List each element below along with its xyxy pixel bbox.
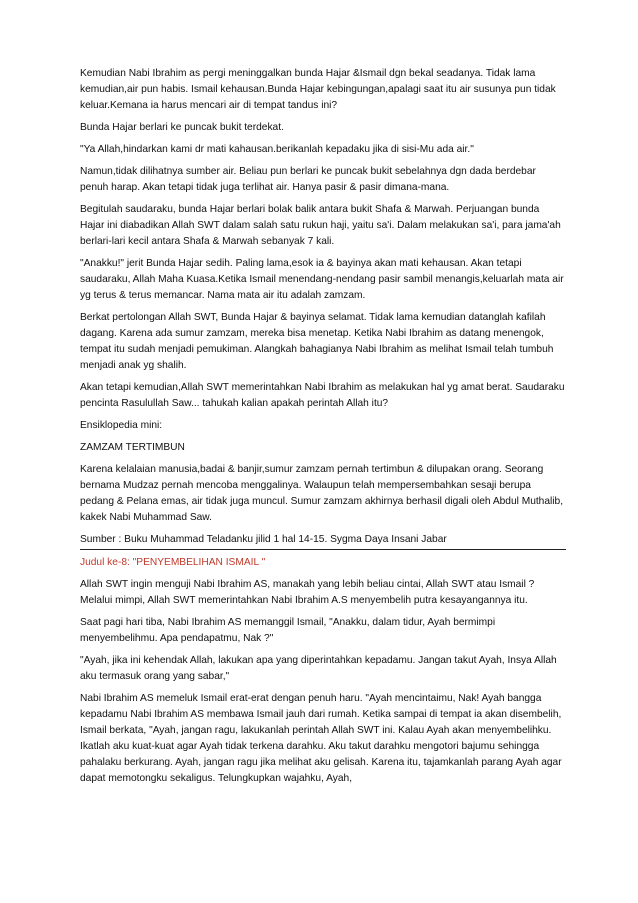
paragraph-encyclopedia-label: Ensiklopedia mini:: [80, 420, 163, 431]
document-page: [80, 66, 566, 793]
paragraph-prayer: "Ya Allah,hindarkan kami dr mati kahausan.berikanlah kepadaku jika di sisi-Mu ada air.": [80, 144, 474, 155]
paragraph-ismail-reply: "Ayah, jika ini kehendak Allah, lakukan apa yang diperintahkan kepadamu. Jangan takut Ayah, Insya Allah aku termasuk orang yang sabar,": [80, 655, 557, 682]
paragraph-zamzam-history: Karena kelalaian manusia,badai & banjir,sumur zamzam pernah tertimbun & dilupakan orang. Seorang bernama Mudzaz pernah mencoba menggalinya. Walaupun telah mempersembahkan sesaji berupa pedang & Pelana emas, air tidak juga muncul. Sumur zamzam akhirnya berhasil digali oleh Abdul Muthalib, kakek Nabi Muhammad Saw.: [80, 464, 564, 523]
paragraph-caravan: Berkat pertolongan Allah SWT, Bunda Hajar & bayinya selamat. Tidak lama kemudian datanglah kafilah dagang. Karena ada sumur zamzam, mereka bisa menetap. Ketika Nabi Ibrahim as datang menengok, tempat itu sudah menjadi pemukiman. Alangkah bahagianya Nabi Ibrahim as melihat Ismail telah tumbuh menjadi anak yg shalih.: [80, 312, 554, 371]
paragraph-dream: Saat pagi hari tiba, Nabi Ibrahim AS memanggil Ismail, "Anakku, dalam tidur, Ayah bermimpi menyembelihmu. Apa pendapatmu, Nak ?": [80, 617, 496, 644]
paragraph-test: Allah SWT ingin menguji Nabi Ibrahim AS, manakah yang lebih beliau cintai, Allah SWT atau Ismail ? Melalui mimpi, Allah SWT memerintahkan Nabi Ibrahim A.S menyembelih putra kesayangannya itu.: [80, 579, 535, 606]
paragraph-zamzam-spring: "Anakku!" jerit Bunda Hajar sedih. Paling lama,esok ia & bayinya akan mati kehausan. Akan tetapi saudaraku, Allah Maha Kuasa.Ketika Ismail menendang-nendang pasir sambil menangis,keluarlah mata air yg terus & terus memancar. Nama mata air itu adalah zamzam.: [80, 258, 564, 301]
paragraph-zamzam-heading: ZAMZAM TERTIMBUN: [80, 442, 185, 453]
paragraph-embrace: Nabi Ibrahim AS memeluk Ismail erat-erat dengan penuh haru. "Ayah mencintaimu, Nak! Ayah bangga kepadamu Nabi Ibrahim AS membawa Ismail jauh dari rumah. Ketika sampai di tempat ia akan disembelih, Ismail berkata, "Ayah, jangan ragu, lakukanlah perintah Allah SWT ini. Kalau Ayah akan menyembelihku. Ikatlah aku kuat-kuat agar Ayah tidak terkena darahku. Aku takut darahku mengotori bajumu sehingga pahalaku berkurang. Ayah, jangan ragu jika melihat aku gelisah. Karena itu, tajamkanlah parang Ayah agar dapat memotongku sekaligus. Telungkupkan wajahku, Ayah,: [80, 693, 562, 784]
paragraph-command: Akan tetapi kemudian,Allah SWT memerintahkan Nabi Ibrahim as melakukan hal yg amat berat. Saudaraku pencinta Rasulullah Saw... tahukah kalian apakah perintah Allah itu?: [80, 382, 565, 409]
chapter-title: Judul ke-8: "PENYEMBELIHAN ISMAIL ": [80, 557, 266, 568]
paragraph-hajar-intro: Kemudian Nabi Ibrahim as pergi meninggalkan bunda Hajar &Ismail dgn bekal seadanya. Tidak lama kemudian,air pun habis. Ismail kehausan.Bunda Hajar kebingungan,apalagi saat itu air susunya pun tidak keluar.Kemana ia harus mencari air di tempat tandus ini?: [80, 68, 556, 111]
paragraph-run-hill: Bunda Hajar berlari ke puncak bukit terdekat.: [80, 122, 284, 133]
paragraph-source: Sumber : Buku Muhammad Teladanku jilid 1 hal 14-15. Sygma Daya Insani Jabar: [80, 532, 566, 550]
paragraph-no-water: Namun,tidak dilihatnya sumber air. Beliau pun berlari ke puncak bukit sebelahnya dgn dada berdebar penuh harap. Akan tetapi tidak juga terlihat air. Hanya pasir & pasir dimana-mana.: [80, 166, 536, 193]
paragraph-safa-marwah: Begitulah saudaraku, bunda Hajar berlari bolak balik antara bukit Shafa & Marwah. Perjuangan bunda Hajar ini diabadikan Allah SWT dalam salah satu rukun haji, yaitu sa'i. Dalam melakukan sa'i, para jama'ah berlari-lari kecil antara Shafa & Marwah sebanyak 7 kali.: [80, 204, 561, 247]
